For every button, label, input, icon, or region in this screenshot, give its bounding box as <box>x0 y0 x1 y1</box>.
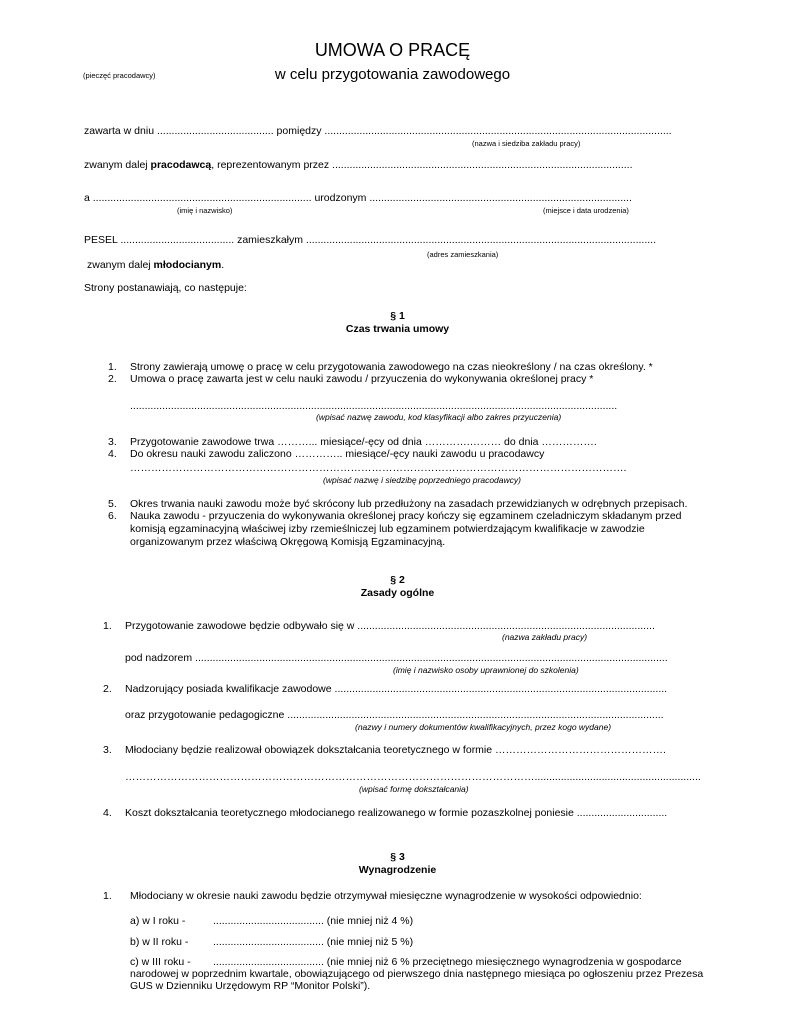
s1-item4-caption: (wpisać nazwę i siedzibę poprzedniego pracodawcy) <box>323 475 521 485</box>
s2-item1-supervisor-line: pod nadzorem .................................................................................................................................................................. <box>125 652 668 664</box>
s1-item2-number: 2. <box>108 373 117 385</box>
intro-young-term: młodocianym <box>153 259 222 271</box>
section3-title: Wynagrodzenie <box>358 864 437 876</box>
intro-young-worker-line: a ........................................................................... urodzonym .......................................................................................... <box>84 192 632 204</box>
intro-name-caption: (imię i nazwisko) <box>177 206 233 215</box>
s1-item3-number: 3. <box>108 436 117 448</box>
s1-item6-line1: Nauka zawodu - przyuczenia do wykonywania określonej pracy kończy się egzaminem czeladniczym składanym przed <box>130 510 682 522</box>
s2-item1-number: 1. <box>103 620 112 632</box>
intro-address-caption: (adres zamieszkania) <box>427 250 499 259</box>
section3-number: § 3 <box>390 851 405 863</box>
s1-item6-line2: komisją egzaminacyjną właściwej izby rzemieślniczej lub egzaminem potwierdzającym kwalifikacje w zawodzie <box>130 523 645 535</box>
section1-title: Czas trwania umowy <box>345 323 450 335</box>
s1-item1-text: Strony zawierają umowę o pracę w celu przygotowania zawodowego na czas nieokreślony / na czas określony. * <box>130 361 653 373</box>
s1-item2-fill-line: ....................................................................................................................................................................... <box>130 400 618 412</box>
intro-date-parties: zawarta w dniu ........................................ pomiędzy ....................................................................................................................... <box>84 125 672 137</box>
intro-pesel-line: PESEL ....................................... zamieszkałym ........................................................................................................................ <box>84 234 656 246</box>
intro-birth-caption: (miejsce i data urodzenia) <box>543 206 629 215</box>
s1-item5-number: 5. <box>108 498 117 510</box>
s1-item4-fill-line: ……………………………………………………………………………………………………………………………. <box>130 462 627 474</box>
s1-item6-number: 6. <box>108 510 117 522</box>
s2-item1-caption: (nazwa zakładu pracy) <box>502 632 588 642</box>
intro-young-worker-term-line <box>87 259 224 272</box>
intro-young-suffix: . <box>221 259 225 271</box>
s2-item3-text: Młodociany będzie realizował obowiązek dokształcania teoretycznego w formie …………………………………………. <box>125 744 666 756</box>
s1-item4-text: Do okresu nauki zawodu zaliczono ………….. miesiące/-ęcy nauki zawodu u pracodawcy <box>130 448 545 460</box>
intro-employer-caption: (nazwa i siedziba zakładu pracy) <box>472 139 581 148</box>
s1-item4-number: 4. <box>108 448 117 460</box>
s3-year1-value: ...................................... (nie mniej niż 4 %) <box>213 915 414 927</box>
s3-item1-text: Młodociany w okresie nauki zawodu będzie otrzymywał miesięczne wynagrodzenie w wysokości odpowiednio: <box>130 890 642 902</box>
s1-item1-number: 1. <box>108 361 117 373</box>
document-subtitle: w celu przygotowania zawodowego <box>274 66 511 83</box>
s3-year3-continuation1: narodowej w poprzednim kwartale, obowiązującego od pierwszego dnia następnego miesiąca po ogłoszeniu przez Prezesa <box>130 968 704 980</box>
s2-item1-supervisor-caption: (imię i nazwisko osoby uprawnionej do szkolenia) <box>393 665 579 675</box>
s2-item3-number: 3. <box>103 744 112 756</box>
s1-item2-text: Umowa o pracę zawarta jest w celu nauki zawodu / przyuczenia do wykonywania określonej pracy * <box>130 373 594 385</box>
s1-item2-caption: (wpisać nazwę zawodu, kod klasyfikacji albo zakres przyuczenia) <box>316 412 562 422</box>
document-title: UMOWA O PRACĘ <box>314 40 471 60</box>
s1-item3-text: Przygotowanie zawodowe trwa ………... miesiące/-ęcy od dnia ………….……… do dnia ……………. <box>130 436 597 448</box>
intro-parties-agree: Strony postanawiają, co następuje: <box>84 282 247 294</box>
s2-item3-fill-line: ………………………………………………………………………………………………………......................................................... <box>125 771 701 783</box>
s1-item5-text: Okres trwania nauki zawodu może być skrócony lub przedłużony na zasadach przewidzianych w odrębnych przepisach. <box>130 498 688 510</box>
s2-item2-text: Nadzorujący posiada kwalifikacje zawodowe .................................................................................................................. <box>125 683 668 695</box>
intro-young-prefix: zwanym dalej <box>87 259 154 271</box>
s2-item4-number: 4. <box>103 807 112 819</box>
s3-year3-value: ...................................... (nie mniej niż 6 % przeciętnego miesięcznego wynagrodzenia w gospodarce <box>213 956 682 968</box>
s2-item2-caption: (nazwy i numery dokumentów kwalifikacyjnych, przez kogo wydane) <box>355 722 612 732</box>
s3-year3-continuation2: GUS w Dzienniku Urzędowym RP “Monitor Polski”). <box>130 980 371 992</box>
s3-year3-label: c) w III roku - <box>130 956 191 968</box>
section1-number: § 1 <box>390 310 405 322</box>
s1-item6-line3: organizowanym przez właściwą Okręgową Komisją Egzaminacyjną. <box>130 536 446 548</box>
s2-item3-caption: (wpisać formę dokształcania) <box>359 784 469 794</box>
intro-employer-line <box>84 159 633 172</box>
section2-number: § 2 <box>390 574 405 586</box>
s3-item1-number: 1. <box>103 890 112 902</box>
section2-title: Zasady ogólne <box>360 587 435 599</box>
intro-employer-term: pracodawcą <box>150 159 212 171</box>
s3-year2-label: b) w II roku - <box>130 936 189 948</box>
s2-item2-pedagogic-line: oraz przygotowanie pedagogiczne ................................................................................................................................. <box>125 709 664 721</box>
intro-employer-suffix: , reprezentowanym przez ....................................................................................................... <box>211 159 633 171</box>
s3-year2-value: ...................................... (nie mniej niż 5 %) <box>213 936 414 948</box>
s3-year1-label: a) w I roku - <box>130 915 186 927</box>
intro-employer-prefix: zwanym dalej <box>84 159 151 171</box>
s2-item4-text: Koszt dokształcania teoretycznego młodocianego realizowanego w formie pozaszkolnej poniesie ............................... <box>125 807 668 819</box>
s2-item1-text: Przygotowanie zawodowe będzie odbywało się w ...................................................................................................... <box>125 620 655 632</box>
employer-stamp-label: (pieczęć pracodawcy) <box>83 71 156 80</box>
s2-item2-number: 2. <box>103 683 112 695</box>
